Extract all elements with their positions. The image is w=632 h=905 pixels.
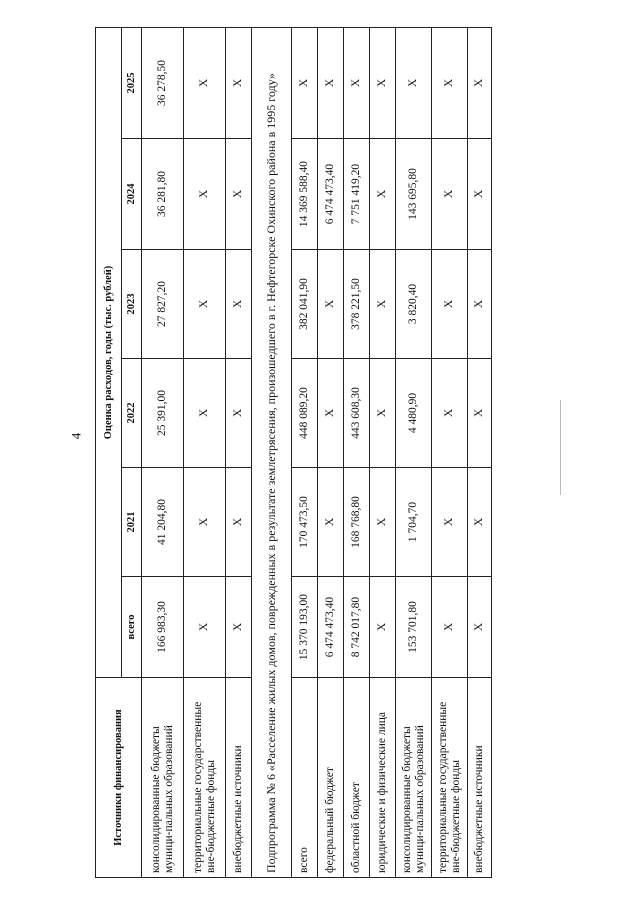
- cell-value: 27 827,20: [142, 250, 184, 359]
- cell-value: 143 695,80: [396, 139, 432, 250]
- cell-value: 15 370 193,00: [292, 577, 318, 678]
- table-row: [468, 27, 492, 877]
- row-label: всего: [292, 678, 318, 878]
- cell-value: 6 474 473,40: [318, 139, 344, 250]
- table-row: [292, 27, 318, 877]
- source-column-header: Источники финансирования: [96, 678, 142, 878]
- cell-value: 382 041,90: [292, 250, 318, 359]
- cell-value: X: [344, 27, 370, 138]
- cell-value: X: [318, 359, 344, 468]
- cell-value: X: [370, 577, 396, 678]
- page-number: 4: [68, 432, 84, 440]
- row-label: консолидированные бюджеты муници-пальных образований: [142, 678, 184, 878]
- cell-value: 448 089,20: [292, 359, 318, 468]
- cell-value: 170 473,50: [292, 468, 318, 577]
- rotated-table-container: [95, 28, 485, 878]
- cell-value: 6 474 473,40: [318, 577, 344, 678]
- cell-value: X: [370, 250, 396, 359]
- cell-value: X: [184, 577, 226, 678]
- cell-value: 443 608,30: [344, 359, 370, 468]
- table-row: [396, 27, 432, 877]
- cell-value: X: [184, 139, 226, 250]
- cell-value: X: [318, 250, 344, 359]
- table-row: [432, 27, 468, 877]
- cell-value: 7 751 419,20: [344, 139, 370, 250]
- row-label: областной бюджет: [344, 678, 370, 878]
- cell-value: X: [432, 359, 468, 468]
- cell-value: 1 704,70: [396, 468, 432, 577]
- cell-value: X: [370, 359, 396, 468]
- cell-value: X: [226, 468, 252, 577]
- year-header: 2021: [122, 468, 142, 577]
- subprogram-row: [252, 27, 292, 877]
- cell-value: 36 281,80: [142, 139, 184, 250]
- cell-value: X: [432, 139, 468, 250]
- cell-value: X: [184, 250, 226, 359]
- subprogram-title: Подпрограмма № 6 «Расселение жилых домов, поврежденных в результате землетрясения, произошедшего в г. Нефтегорске Охинского района в 1995 году»: [252, 27, 292, 877]
- cell-value: X: [432, 468, 468, 577]
- table-row: [142, 27, 184, 877]
- cell-value: X: [318, 468, 344, 577]
- cell-value: X: [432, 577, 468, 678]
- cell-value: 14 369 588,40: [292, 139, 318, 250]
- cell-value: X: [292, 27, 318, 138]
- cell-value: X: [432, 250, 468, 359]
- cell-value: X: [226, 577, 252, 678]
- cell-value: 36 278,50: [142, 27, 184, 138]
- table-row: [318, 27, 344, 877]
- cell-value: X: [226, 250, 252, 359]
- table-row: [226, 27, 252, 877]
- cell-value: X: [468, 139, 492, 250]
- cell-value: 8 742 017,80: [344, 577, 370, 678]
- scan-artifact-line: [560, 400, 561, 495]
- cell-value: X: [370, 139, 396, 250]
- cell-value: X: [432, 27, 468, 138]
- row-label: консолидированные бюджеты муници-пальных образований: [396, 678, 432, 878]
- cell-value: X: [226, 27, 252, 138]
- cell-value: X: [370, 27, 396, 138]
- cell-value: X: [468, 27, 492, 138]
- cell-value: X: [184, 468, 226, 577]
- year-header: 2022: [122, 359, 142, 468]
- cell-value: 4 480,90: [396, 359, 432, 468]
- cell-value: X: [226, 139, 252, 250]
- cell-value: X: [468, 359, 492, 468]
- cell-value: X: [396, 27, 432, 138]
- row-label: внебюджетные источники: [468, 678, 492, 878]
- estimate-header: Оценка расходов, годы (тыс. рублей): [96, 27, 122, 677]
- cell-value: 153 701,80: [396, 577, 432, 678]
- table-row: [370, 27, 396, 877]
- cell-value: X: [468, 250, 492, 359]
- year-header: 2023: [122, 250, 142, 359]
- table-row: [184, 27, 226, 877]
- year-header: 2024: [122, 139, 142, 250]
- cell-value: 3 820,40: [396, 250, 432, 359]
- row-label: территориальные государственные вне-бюджетные фонды: [184, 678, 226, 878]
- cell-value: 378 221,50: [344, 250, 370, 359]
- row-label: федеральный бюджет: [318, 678, 344, 878]
- row-label: юридические и физические лица: [370, 678, 396, 878]
- cell-value: X: [318, 27, 344, 138]
- cell-value: X: [468, 468, 492, 577]
- financing-table: [95, 27, 492, 878]
- year-header: всего: [122, 577, 142, 678]
- cell-value: X: [468, 577, 492, 678]
- row-label: территориальные государственные вне-бюджетные фонды: [432, 678, 468, 878]
- cell-value: X: [226, 359, 252, 468]
- year-header: 2025: [122, 27, 142, 138]
- cell-value: 25 391,00: [142, 359, 184, 468]
- cell-value: 168 768,80: [344, 468, 370, 577]
- cell-value: X: [184, 27, 226, 138]
- cell-value: 41 204,80: [142, 468, 184, 577]
- cell-value: X: [184, 359, 226, 468]
- row-label: внебюджетные источники: [226, 678, 252, 878]
- cell-value: 166 983,30: [142, 577, 184, 678]
- table-row: [344, 27, 370, 877]
- cell-value: X: [370, 468, 396, 577]
